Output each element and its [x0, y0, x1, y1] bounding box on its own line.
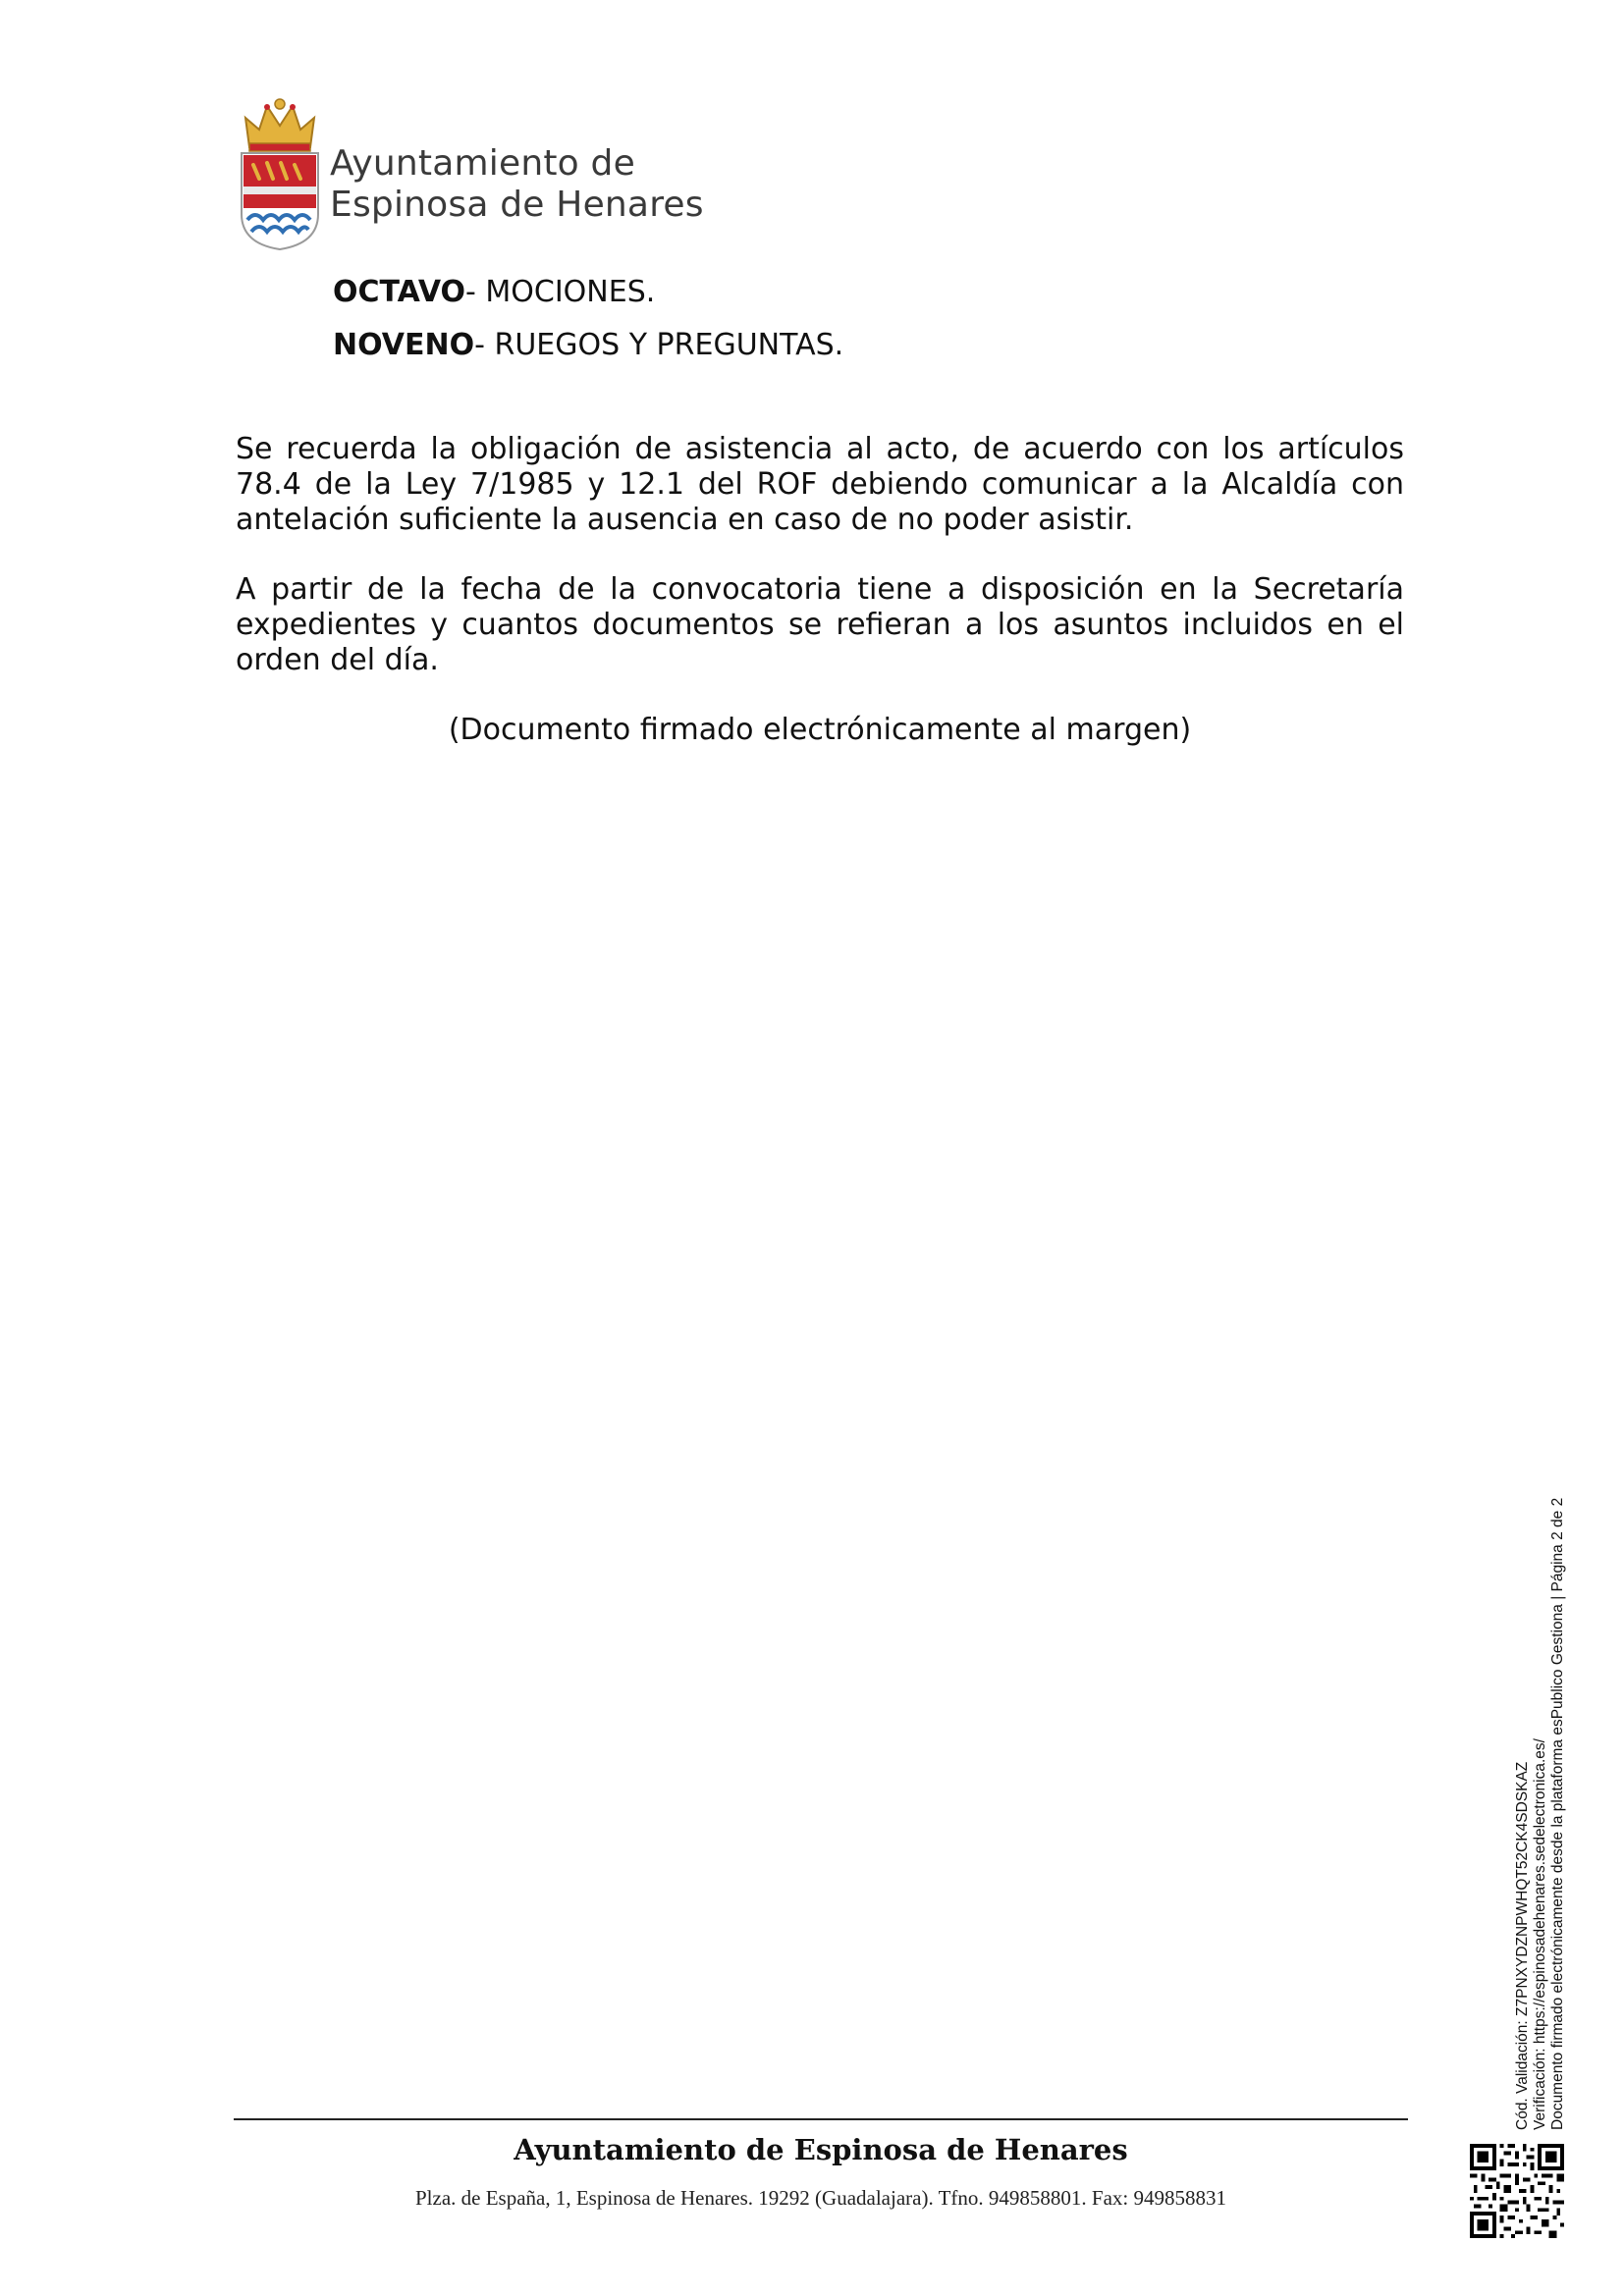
validation-strip — [1514, 1384, 1573, 2130]
agenda-text: - MOCIONES. — [465, 275, 656, 309]
signature-platform-note: Documento firmado electrónicamente desde la plataforma esPublico Gestiona | Página 2 de 2 — [1549, 1497, 1566, 2130]
verification-url: Verificación: https://espinosadehenares.sedelectronica.es/ — [1532, 1738, 1548, 2130]
validation-code: Cód. Validación: Z7PNXYDZNPWHQT52CK4SDSKAZ — [1514, 1761, 1531, 2130]
agenda-item-noveno — [333, 326, 1413, 365]
logo-wordmark — [330, 143, 704, 226]
signature-note: (Documento firmado electrónicamente al margen) — [448, 713, 1192, 747]
documents-paragraph: A partir de la fecha de la convocatoria tiene a disposición en la Secretaría expedientes y cuantos documentos se refieran a los asuntos incluidos en el orden del día. — [236, 572, 1404, 677]
agenda-ordinal: OCTAVO — [333, 275, 466, 309]
municipal-logo — [236, 96, 704, 251]
agenda-ordinal: NOVENO — [333, 328, 475, 362]
agenda-list — [333, 273, 1413, 379]
agenda-item-octavo — [333, 273, 1413, 312]
coat-of-arms-icon — [236, 96, 324, 251]
logo-line-2: Espinosa de Henares — [330, 185, 704, 225]
footer-title: Ayuntamiento de Espinosa de Henares — [514, 2133, 1128, 2166]
qr-code-icon[interactable] — [1470, 2144, 1564, 2238]
logo-line-1: Ayuntamiento de — [330, 143, 635, 184]
agenda-text: - RUEGOS Y PREGUNTAS. — [474, 328, 844, 362]
footer-divider — [234, 2118, 1408, 2120]
footer-address: Plza. de España, 1, Espinosa de Henares. 19292 (Guadalajara). Tfno. 949858801. Fax: 949858831 — [414, 2186, 1226, 2210]
attendance-paragraph: Se recuerda la obligación de asistencia al acto, de acuerdo con los artículos 78.4 de la Ley 7/1985 y 12.1 del ROF debiendo comunicar a la Alcaldía con antelación suficiente la ausencia en caso de no poder asistir. — [236, 432, 1404, 537]
